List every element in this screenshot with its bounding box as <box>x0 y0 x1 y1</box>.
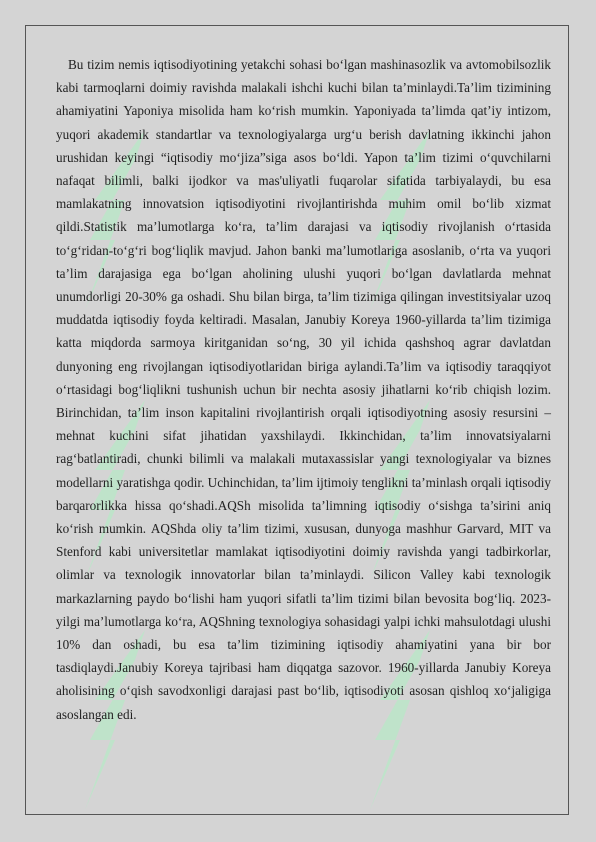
body-paragraph: Bu tizim nemis iqtisodiyotining yetakchi sohasi bo‘lgan mashinasozlik va avtomobilsozlik kabi tarmoqlarni doimiy ravishda malakali ishchi kuchi bilan ta’minlaydi.Ta’lim tizimining ahamiyatini Yaponiya misolida ham ko‘rish mumkin. Yaponiyada ta’limda qat’iy intizom, yuqori akademik standartlar va texnologiyalarga urg‘u berish davlatning ikkinchi jahon urushidan keyingi “iqtisodiy mo‘jiza”siga asos bo‘ldi. Yapon ta’lim tizimi o‘quvchilarni nafaqat bilimli, balki ijodkor va mas'uliyatli fuqarolar sifatida tarbiyalaydi, bu esa mamlakatning innovatsion iqtisodiyotini rivojlantirishda muhim omil bo‘lib xizmat qildi.Statistik ma’lumotlarga ko‘ra, ta’lim darajasi va iqtisodiy rivojlanish o‘rtasida to‘g‘ridan-to‘g‘ri bog‘liqlik mavjud. Jahon banki ma’lumotlariga asoslanib, o‘rta va yuqori ta’lim darajasiga ega bo‘lgan aholining ulushi yuqori bo‘lgan davlatlarda mehnat unumdorligi 20-30% ga oshadi. Shu bilan birga, ta’lim tizimiga qilingan investitsiyalar uzoq muddatda iqtisodiy foyda keltiradi. Masalan, Janubiy Koreya 1960-yillarda ta’lim tizimiga katta miqdorda sarmoya kiritganidan so‘ng, 30 yil ichida qashshoq agrar davlatdan dunyoning eng rivojlangan iqtisodiyotlaridan biriga aylandi.Ta’lim va iqtisodiy taraqqiyot o‘rtasidagi bog‘liqlikni tushunish uchun bir nechta asosiy jihatlarni ko‘rib chiqish lozim. Birinchidan, ta’lim inson kapitalini rivojlantirish orqali iqtisodiyotning asosiy resursini – mehnat kuchini sifat jihatidan yaxshilaydi. Ikkinchidan, ta’lim innovatsiyalarni rag‘batlantiradi, chunki bilimli va malakali mutaxassislar yangi texnologiyalar va biznes modellarni yaratishga qodir. Uchinchidan, ta’lim ijtimoiy tenglikni ta’minlash orqali iqtisodiy barqarorlikka hissa qo‘shadi.AQSh misolida ta’limning iqtisodiy o‘sishga ta’sirini aniq ko‘rish mumkin. AQShda oliy ta’lim tizimi, xususan, dunyoga mashhur Garvard, MIT va Stenford kabi universitetlar mamlakat iqtisodiyotini doimiy ravishda yangi tadbirkorlar, olimlar va texnologik innovatorlar bilan ta’minlaydi. Silicon Valley kabi texnologik markazlarning paydo bo‘lishi ham yuqori sifatli ta’lim tizimi bilan bevosita bog‘liq. 2023-yilgi ma’lumotlarga ko‘ra, AQShning texnologiya sohasidagi yalpi ichki mahsulotdagi ulushi 10% dan oshadi, bu esa ta’lim tizimining iqtisodiy ahamiyatini yana bir bor tasdiqlaydi.Janubiy Koreya tajribasi ham diqqatga sazovor. 1960-yillarda Janubiy Koreya aholisining o‘qish savodxonligi darajasi past bo‘lib, iqtisodiyoti asosan qishloq xo‘jaligiga asoslangan edi. <box>56 57 551 722</box>
